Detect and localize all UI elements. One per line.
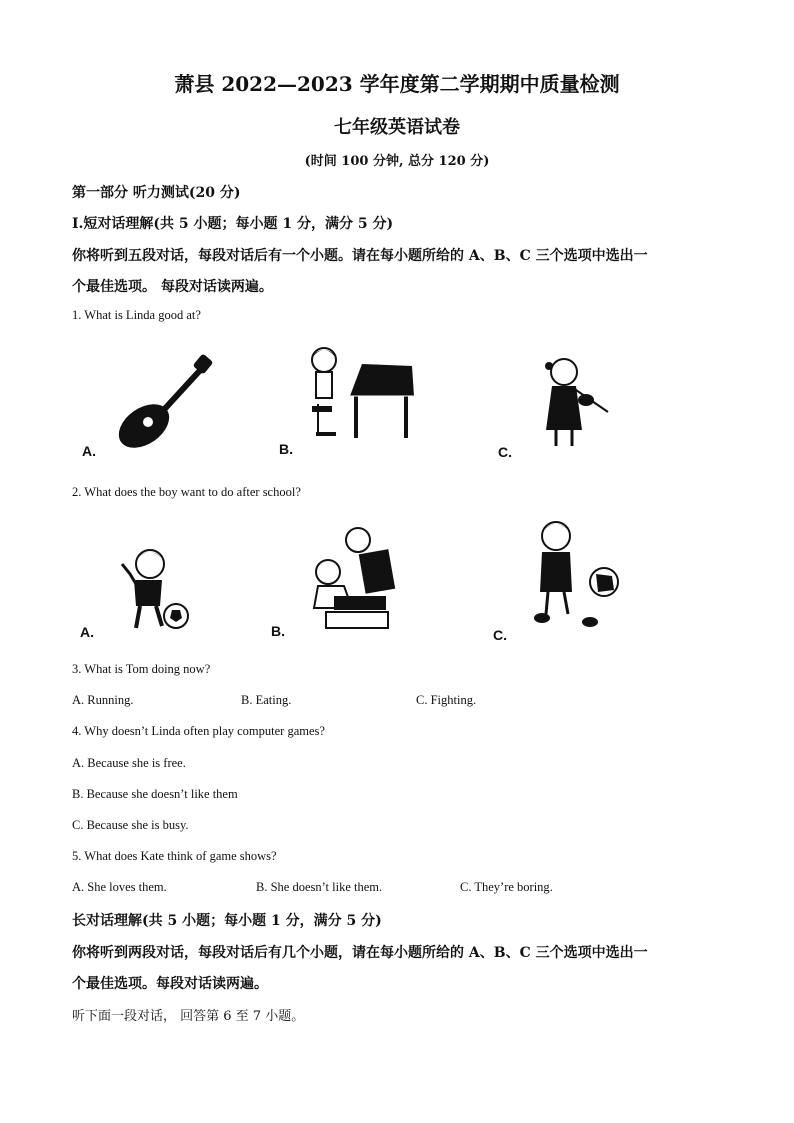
- section2-note: 听下面一段对话， 回答第 6 至 7 小题。: [72, 1009, 305, 1024]
- q4-option-a: A. Because she is free.: [72, 756, 186, 770]
- question-4: 4. Why doesn’t Linda often play computer games?: [72, 724, 325, 738]
- exam-subtitle: 七年级英语试卷: [334, 117, 460, 138]
- q5-option-a: A. She loves them.: [72, 880, 167, 894]
- boy-with-ball-icon: [528, 518, 622, 632]
- section1-heading: Ⅰ.短对话理解(共 5 小题；每小题 1 分，满分 5 分): [72, 216, 394, 232]
- q1-label-a: A.: [82, 443, 96, 459]
- q5-option-b: B. She doesn’t like them.: [256, 880, 383, 894]
- part1-heading: 第一部分 听力测试(20 分): [72, 185, 241, 201]
- section2-instruction-1: 你将听到两段对话，每段对话后有几个小题，请在每小题所给的 A、B、C 三个选项中选出一: [72, 945, 648, 961]
- time-note: (时间 100 分钟, 总分 120 分): [304, 154, 490, 169]
- piano-player-icon: [302, 344, 422, 444]
- soccer-boy-icon: [116, 544, 190, 634]
- q4-option-b: B. Because she doesn’t like them: [72, 787, 238, 801]
- guitar-icon: [108, 352, 218, 452]
- question-1: 1. What is Linda good at?: [72, 308, 201, 322]
- question-3: 3. What is Tom doing now?: [72, 662, 211, 676]
- q3-option-c: C. Fighting.: [416, 693, 477, 707]
- section1-instruction-1: 你将听到五段对话，每段对话后有一个小题。请在每小题所给的 A、B、C 三个选项中选出一: [72, 248, 648, 264]
- q4-option-c: C. Because she is busy.: [72, 818, 189, 832]
- q3-option-b: B. Eating.: [241, 693, 292, 707]
- q3-option-a: A. Running.: [72, 693, 134, 707]
- question-5: 5. What does Kate think of game shows?: [72, 849, 277, 863]
- q2-label-a: A.: [80, 624, 94, 640]
- section2-instruction-2: 个最佳选项。每段对话读两遍。: [72, 976, 268, 992]
- q1-label-c: C.: [498, 444, 512, 460]
- exam-title: 萧县 2022—2023 学年度第二学期期中质量检测: [174, 72, 620, 96]
- q5-option-c: C. They’re boring.: [460, 880, 553, 894]
- q2-label-c: C.: [493, 627, 507, 643]
- violin-player-icon: [536, 350, 616, 450]
- section2-heading: 长对话理解(共 5 小题；每小题 1 分，满分 5 分): [72, 913, 382, 929]
- q2-label-b: B.: [271, 623, 285, 639]
- q1-label-b: B.: [279, 441, 293, 457]
- question-2: 2. What does the boy want to do after school?: [72, 485, 301, 499]
- section1-instruction-2: 个最佳选项。 每段对话读两遍。: [72, 279, 273, 295]
- reading-kids-icon: [304, 524, 396, 632]
